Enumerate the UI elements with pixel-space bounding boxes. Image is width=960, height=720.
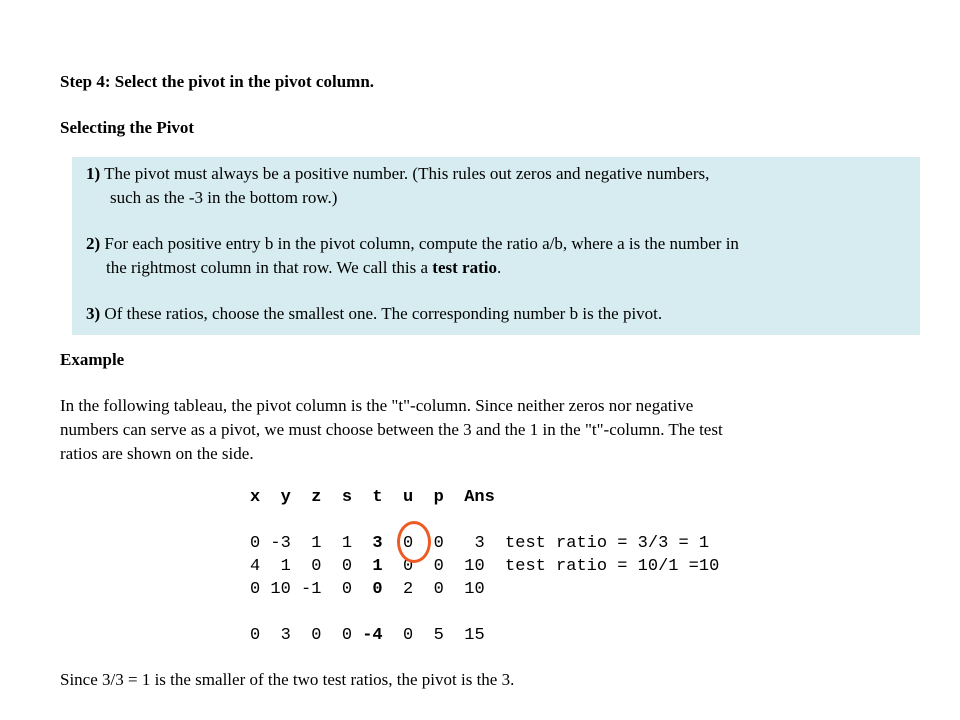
- rule-3-line-1: [86, 302, 662, 326]
- tableau-row-1: [250, 532, 709, 555]
- rule-3-number: 3): [86, 304, 101, 323]
- row-3-pre: 0 10 -1 0: [250, 580, 373, 599]
- example-para-line-2: numbers can serve as a pivot, we must choose between the 3 and the 1 in the "t"-column. The test: [60, 420, 723, 439]
- rule-2-text: For each positive entry b in the pivot column, compute the ratio a/b, where a is the number in: [100, 234, 739, 253]
- tableau-row-3: [250, 578, 485, 601]
- row-1-pivot-entry: 3: [372, 534, 383, 553]
- rule-3-text: Of these ratios, choose the smallest one. The corresponding number b is the pivot.: [100, 304, 663, 323]
- row-3-pivot-entry: 0: [372, 580, 383, 599]
- tableau-header: x y z s t u p Ans: [250, 488, 495, 507]
- selecting-heading: Selecting the Pivot: [60, 118, 195, 137]
- pivot-circle: [397, 521, 431, 563]
- row-4-pre: 0 3 0 0: [250, 626, 363, 645]
- row-2-post: 0 0 10 test ratio = 10/1 =10: [382, 557, 720, 576]
- rule-1-number: 1): [86, 164, 101, 183]
- rule-2-text-post: .: [496, 258, 502, 277]
- rule-1-text: The pivot must always be a positive number. (This rules out zeros and negative numbers,: [100, 164, 710, 183]
- tableau-row-2: [250, 555, 719, 578]
- row-2-pre: 4 1 0 0: [250, 557, 373, 576]
- row-2-pivot-entry: 1: [372, 557, 383, 576]
- tableau-row-4: [250, 624, 485, 647]
- rule-2-number: 2): [86, 234, 101, 253]
- rule-1-line-2: such as the -3 in the bottom row.): [110, 188, 338, 207]
- row-1-post: 0 0 3 test ratio = 3/3 = 1: [382, 534, 710, 553]
- example-para-line-1: In the following tableau, the pivot column is the "t"-column. Since neither zeros nor negative: [60, 396, 694, 415]
- row-4-post: 0 5 15: [382, 626, 485, 645]
- rule-2-text-pre: the rightmost column in that row. We call this a: [106, 258, 433, 277]
- step-heading: Step 4: Select the pivot in the pivot column.: [60, 72, 375, 91]
- rule-2-line-2: [106, 256, 501, 280]
- row-4-pivot-entry: -4: [362, 626, 383, 645]
- row-3-post: 2 0 10: [382, 580, 485, 599]
- conclusion: Since 3/3 = 1 is the smaller of the two test ratios, the pivot is the 3.: [60, 670, 515, 689]
- test-ratio-term: test ratio: [432, 258, 497, 277]
- rule-1-line-1: [86, 162, 709, 186]
- rule-2-line-1: [86, 232, 739, 256]
- row-1-pre: 0 -3 1 1: [250, 534, 373, 553]
- example-para-line-3: ratios are shown on the side.: [60, 444, 254, 463]
- example-heading: Example: [60, 350, 125, 369]
